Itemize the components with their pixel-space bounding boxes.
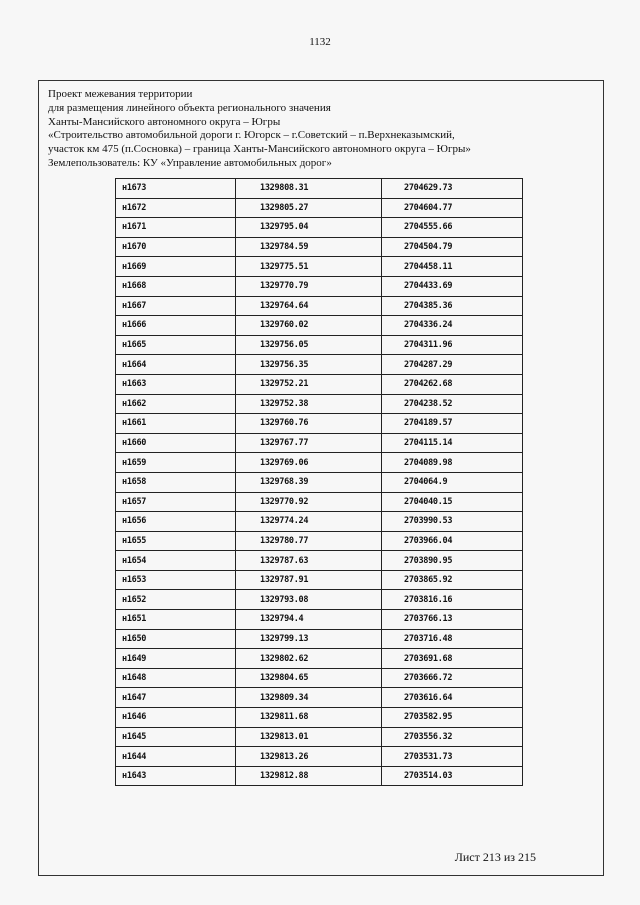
header-line: для размещения линейного объекта регионального значения xyxy=(48,101,331,114)
table-row xyxy=(116,492,523,512)
point-id-cell: н1664 xyxy=(116,355,236,375)
x-coordinate-cell: 1329787.91 xyxy=(236,570,382,590)
table-row xyxy=(116,649,523,669)
table-row xyxy=(116,374,523,394)
table-row xyxy=(116,453,523,473)
x-coordinate-cell: 1329780.77 xyxy=(236,531,382,551)
y-coordinate-cell: 2704458.11 xyxy=(382,257,523,277)
table-row xyxy=(116,531,523,551)
y-coordinate-cell: 2703890.95 xyxy=(382,551,523,571)
point-id-cell: н1650 xyxy=(116,629,236,649)
point-id-cell: н1668 xyxy=(116,276,236,296)
table-row xyxy=(116,551,523,571)
table-row xyxy=(116,708,523,728)
table-row xyxy=(116,179,523,199)
point-id-cell: н1654 xyxy=(116,551,236,571)
table-row xyxy=(116,316,523,336)
x-coordinate-cell: 1329812.88 xyxy=(236,766,382,786)
point-id-cell: н1661 xyxy=(116,414,236,434)
point-id-cell: н1652 xyxy=(116,590,236,610)
point-id-cell: н1644 xyxy=(116,747,236,767)
y-coordinate-cell: 2703514.03 xyxy=(382,766,523,786)
point-id-cell: н1669 xyxy=(116,257,236,277)
table-row xyxy=(116,237,523,257)
x-coordinate-cell: 1329760.02 xyxy=(236,316,382,336)
point-id-cell: н1648 xyxy=(116,668,236,688)
table-row xyxy=(116,688,523,708)
table-row xyxy=(116,747,523,767)
y-coordinate-cell: 2704189.57 xyxy=(382,414,523,434)
table-row xyxy=(116,218,523,238)
point-id-cell: н1645 xyxy=(116,727,236,747)
header-line: участок км 475 (п.Сосновка) – граница Ханты-Мансийского автономного округа – Югры» xyxy=(48,143,471,156)
table-row xyxy=(116,276,523,296)
point-id-cell: н1663 xyxy=(116,374,236,394)
header-line: Проект межевания территории xyxy=(48,88,193,100)
point-id-cell: н1649 xyxy=(116,649,236,669)
point-id-cell: н1660 xyxy=(116,433,236,453)
table-row xyxy=(116,414,523,434)
y-coordinate-cell: 2704504.79 xyxy=(382,237,523,257)
point-id-cell: н1657 xyxy=(116,492,236,512)
point-id-cell: н1653 xyxy=(116,570,236,590)
x-coordinate-cell: 1329808.31 xyxy=(236,179,382,199)
table-row xyxy=(116,355,523,375)
y-coordinate-cell: 2704311.96 xyxy=(382,335,523,355)
x-coordinate-cell: 1329793.08 xyxy=(236,590,382,610)
y-coordinate-cell: 2704115.14 xyxy=(382,433,523,453)
land-user-line: Землепользователь: КУ «Управление автомобильных дорог» xyxy=(48,156,332,169)
x-coordinate-cell: 1329752.38 xyxy=(236,394,382,414)
y-coordinate-cell: 2703531.73 xyxy=(382,747,523,767)
y-coordinate-cell: 2704089.98 xyxy=(382,453,523,473)
x-coordinate-cell: 1329809.34 xyxy=(236,688,382,708)
table-row xyxy=(116,727,523,747)
table-row xyxy=(116,296,523,316)
y-coordinate-cell: 2704287.29 xyxy=(382,355,523,375)
table-row xyxy=(116,335,523,355)
x-coordinate-cell: 1329795.04 xyxy=(236,218,382,238)
x-coordinate-cell: 1329760.76 xyxy=(236,414,382,434)
page-number: 1132 xyxy=(309,36,331,48)
x-coordinate-cell: 1329764.64 xyxy=(236,296,382,316)
x-coordinate-cell: 1329794.4 xyxy=(236,610,382,630)
y-coordinate-cell: 2704604.77 xyxy=(382,198,523,218)
table-row xyxy=(116,766,523,786)
y-coordinate-cell: 2704064.9 xyxy=(382,472,523,492)
y-coordinate-cell: 2704040.15 xyxy=(382,492,523,512)
point-id-cell: н1670 xyxy=(116,237,236,257)
x-coordinate-cell: 1329774.24 xyxy=(236,512,382,532)
x-coordinate-cell: 1329756.05 xyxy=(236,335,382,355)
y-coordinate-cell: 2704433.69 xyxy=(382,276,523,296)
y-coordinate-cell: 2703865.92 xyxy=(382,570,523,590)
table-row xyxy=(116,257,523,277)
document-header xyxy=(48,88,608,171)
x-coordinate-cell: 1329813.26 xyxy=(236,747,382,767)
point-id-cell: н1666 xyxy=(116,316,236,336)
point-id-cell: н1673 xyxy=(116,179,236,199)
x-coordinate-cell: 1329802.62 xyxy=(236,649,382,669)
table-row xyxy=(116,668,523,688)
y-coordinate-cell: 2704385.36 xyxy=(382,296,523,316)
x-coordinate-cell: 1329770.92 xyxy=(236,492,382,512)
x-coordinate-cell: 1329767.77 xyxy=(236,433,382,453)
x-coordinate-cell: 1329752.21 xyxy=(236,374,382,394)
table-row xyxy=(116,570,523,590)
table-row xyxy=(116,433,523,453)
header-line: Ханты-Мансийского автономного округа – Югры xyxy=(48,115,281,128)
x-coordinate-cell: 1329784.59 xyxy=(236,237,382,257)
coordinates-table xyxy=(115,178,523,786)
y-coordinate-cell: 2703616.64 xyxy=(382,688,523,708)
y-coordinate-cell: 2704555.66 xyxy=(382,218,523,238)
x-coordinate-cell: 1329799.13 xyxy=(236,629,382,649)
y-coordinate-cell: 2703666.72 xyxy=(382,668,523,688)
x-coordinate-cell: 1329813.01 xyxy=(236,727,382,747)
y-coordinate-cell: 2703990.53 xyxy=(382,512,523,532)
point-id-cell: н1646 xyxy=(116,708,236,728)
point-id-cell: н1651 xyxy=(116,610,236,630)
y-coordinate-cell: 2703716.48 xyxy=(382,629,523,649)
y-coordinate-cell: 2703691.68 xyxy=(382,649,523,669)
point-id-cell: н1656 xyxy=(116,512,236,532)
point-id-cell: н1655 xyxy=(116,531,236,551)
y-coordinate-cell: 2703556.32 xyxy=(382,727,523,747)
x-coordinate-cell: 1329787.63 xyxy=(236,551,382,571)
x-coordinate-cell: 1329804.65 xyxy=(236,668,382,688)
table-row xyxy=(116,394,523,414)
x-coordinate-cell: 1329768.39 xyxy=(236,472,382,492)
y-coordinate-cell: 2704336.24 xyxy=(382,316,523,336)
x-coordinate-cell: 1329770.79 xyxy=(236,276,382,296)
y-coordinate-cell: 2703766.13 xyxy=(382,610,523,630)
point-id-cell: н1643 xyxy=(116,766,236,786)
x-coordinate-cell: 1329775.51 xyxy=(236,257,382,277)
coordinates-table-body xyxy=(116,179,523,786)
table-row xyxy=(116,198,523,218)
point-id-cell: н1671 xyxy=(116,218,236,238)
x-coordinate-cell: 1329811.68 xyxy=(236,708,382,728)
point-id-cell: н1662 xyxy=(116,394,236,414)
x-coordinate-cell: 1329805.27 xyxy=(236,198,382,218)
table-row xyxy=(116,512,523,532)
x-coordinate-cell: 1329769.06 xyxy=(236,453,382,473)
y-coordinate-cell: 2703816.16 xyxy=(382,590,523,610)
point-id-cell: н1665 xyxy=(116,335,236,355)
y-coordinate-cell: 2704629.73 xyxy=(382,179,523,199)
table-row xyxy=(116,610,523,630)
y-coordinate-cell: 2703582.95 xyxy=(382,708,523,728)
point-id-cell: н1647 xyxy=(116,688,236,708)
table-row xyxy=(116,629,523,649)
x-coordinate-cell: 1329756.35 xyxy=(236,355,382,375)
table-row xyxy=(116,472,523,492)
point-id-cell: н1658 xyxy=(116,472,236,492)
point-id-cell: н1672 xyxy=(116,198,236,218)
point-id-cell: н1659 xyxy=(116,453,236,473)
table-row xyxy=(116,590,523,610)
sheet-label: Лист 213 из 215 xyxy=(454,850,536,864)
header-line: «Строительство автомобильной дороги г. Югорск – г.Советский – п.Верхнеказымский, xyxy=(48,129,455,142)
y-coordinate-cell: 2704262.68 xyxy=(382,374,523,394)
point-id-cell: н1667 xyxy=(116,296,236,316)
y-coordinate-cell: 2704238.52 xyxy=(382,394,523,414)
y-coordinate-cell: 2703966.04 xyxy=(382,531,523,551)
